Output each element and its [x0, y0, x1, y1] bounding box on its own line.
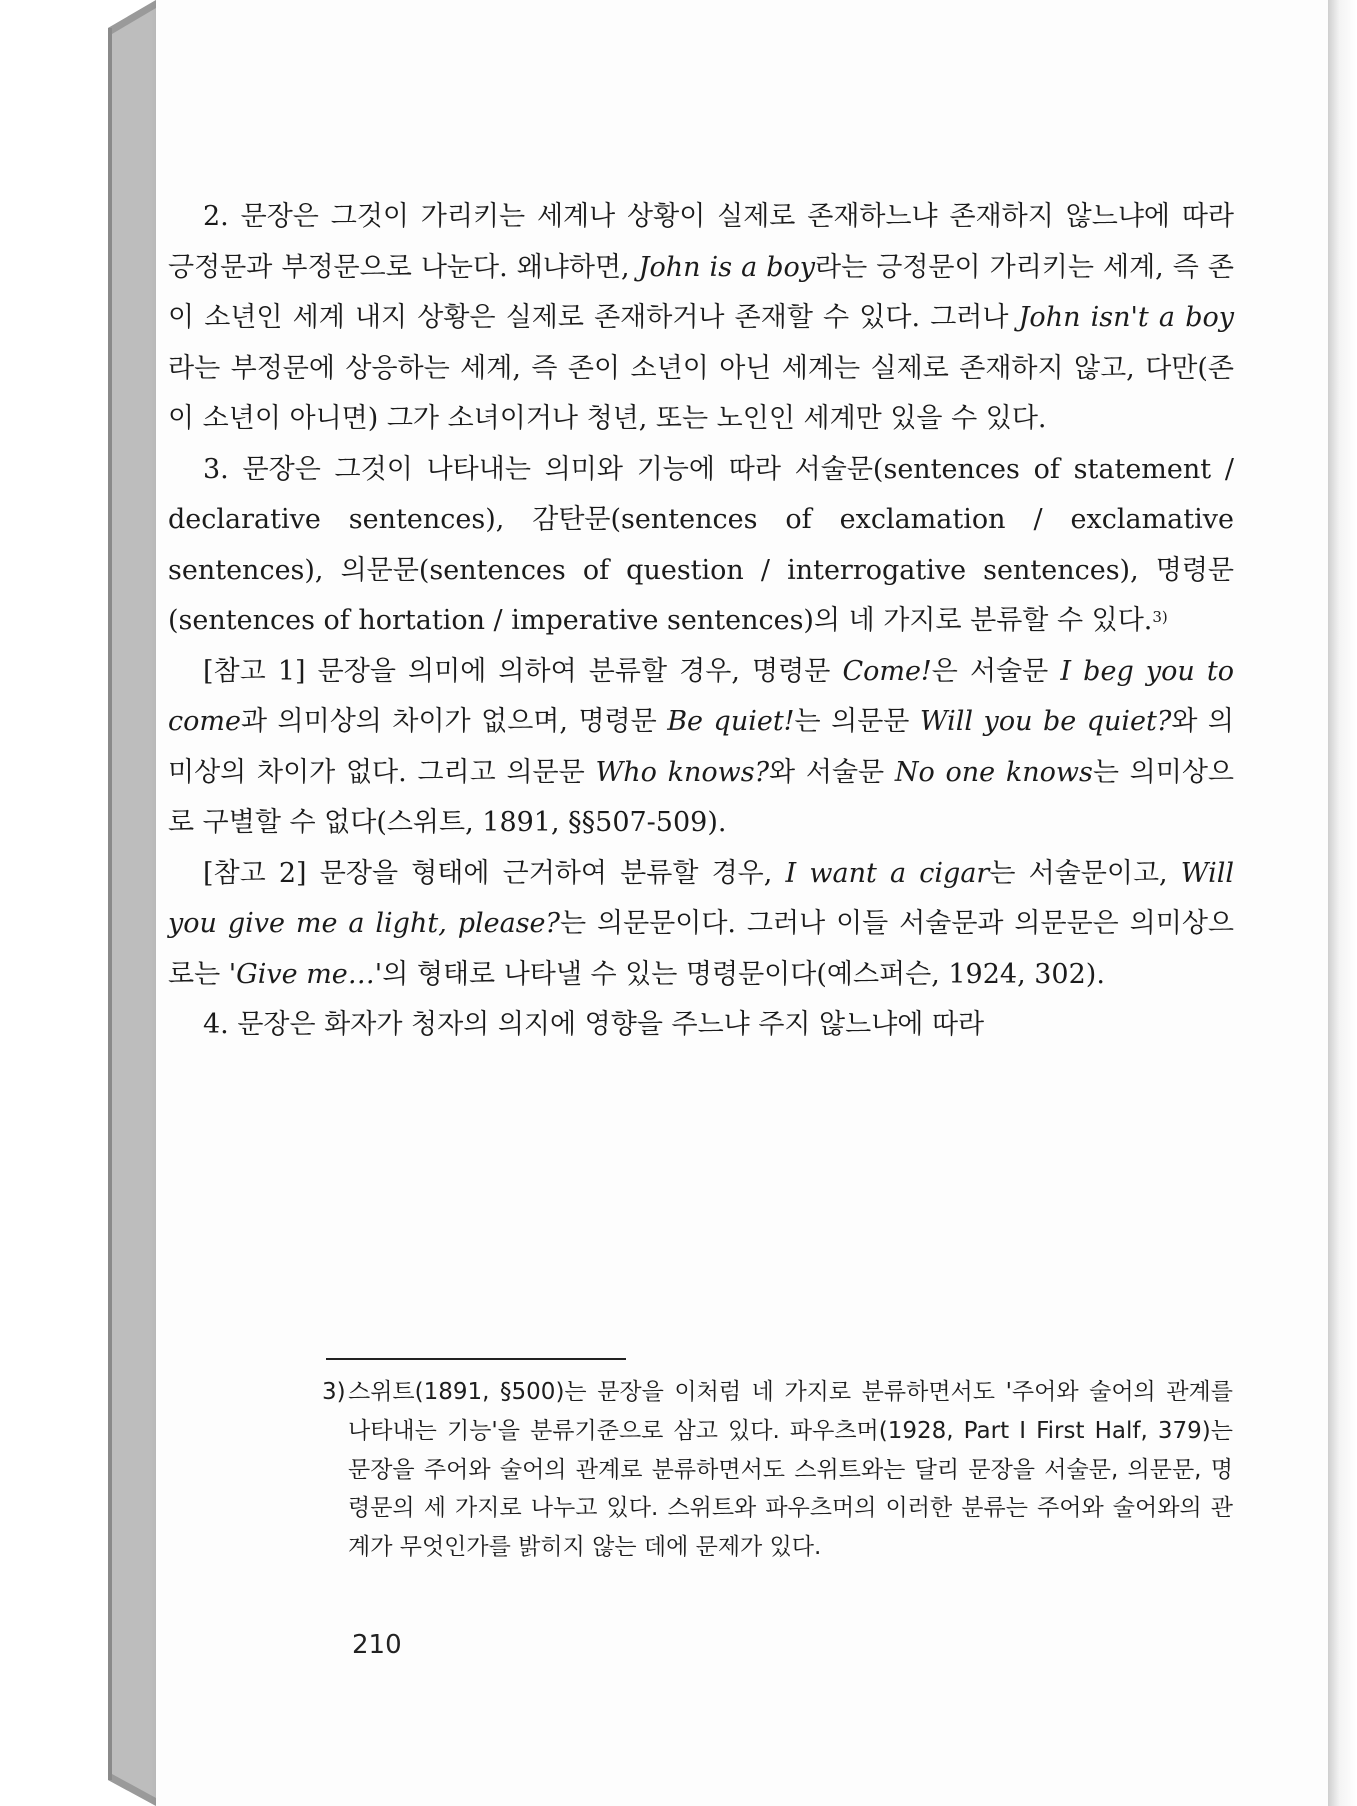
italic-example: Come! [842, 655, 932, 687]
italic-example: Will you give me a light, please? [168, 857, 1234, 939]
text-run: 는 의문문이다. 그러나 이들 서술문과 의문문은 의미상으로는 ' [168, 908, 1234, 990]
text-run: [참고 2] 문장을 형태에 근거하여 분류할 경우, [203, 857, 786, 889]
text-run: 2. 문장은 그것이 가리키는 세계나 상황이 실제로 존재하느냐 존재하지 않느냐에 따라 긍정문과 부정문으로 나눈다. 왜냐하면, [168, 201, 1234, 283]
italic-example: Will you be quiet? [919, 706, 1172, 737]
italic-example: I beg you to come [168, 655, 1234, 737]
footnote-reference: 3) [1152, 608, 1168, 626]
page-edge-shadow [1328, 0, 1357, 1806]
italic-example: John isn't a boy [1018, 302, 1234, 333]
text-run: 과 의미상의 차이가 없으며, 명령문 [240, 706, 668, 737]
text-run: 라는 부정문에 상응하는 세계, 즉 존이 소년이 아닌 세계는 실제로 존재하지 않고, 다만(존이 소년이 아니면) 그가 소녀이거나 청년, 또는 노인인 세계만 있을 수 있다. [168, 352, 1234, 434]
book-spine [0, 0, 160, 1806]
text-run: 는 의미상으로 구별할 수 없다(스위트, 1891, §§507-509). [168, 756, 1234, 838]
footnote-text: 스위트(1891, §500)는 문장을 이처럼 네 가지로 분류하면서도 '주어와 술어의 관계를 나타내는 기능'을 분류기준으로 삼고 있다. 파우츠머(1928, Part I First Half, 379)는 문장을 주어와 술어의 관계로 분류하면서도 스위트와는 달리 문장을 서술문, 의문문, 명령문의 세 가지로 나누고 있다. 스위트와 파우츠머의 이러한 분류는 주어와 술어와의 관계가 무엇인가를 밝히지 않는 데에 문제가 있다. [348, 1379, 1233, 1561]
italic-example: No one knows [894, 756, 1093, 788]
footnote-number: 3) [322, 1379, 346, 1405]
text-run: 라는 긍정문이 가리키는 세계, 즉 존이 소년인 세계 내지 상황은 실제로 존재하거나 존재할 수 있다. 그러나 [168, 251, 1234, 333]
text-run: 와 서술문 [769, 756, 895, 788]
footnote-divider [326, 1358, 626, 1360]
text-run: '의 형태로 나타낼 수 있는 명령문이다(예스퍼슨, 1924, 302). [374, 958, 1105, 990]
italic-example: Give me… [236, 958, 375, 990]
italic-example: Be quiet! [667, 706, 795, 737]
footnote [322, 1373, 1233, 1567]
page-number: 210 [352, 1630, 402, 1660]
text-run: [참고 1] 문장을 의미에 의하여 분류할 경우, 명령문 [203, 655, 843, 687]
body-text [168, 192, 1234, 1051]
paragraph [168, 1000, 1234, 1051]
text-run: 는 의문문 [794, 706, 920, 737]
paragraph [168, 192, 1234, 445]
italic-example: Who knows? [595, 756, 770, 788]
text-run: 3. 문장은 그것이 나타내는 의미와 기능에 따라 서술문(sentences of statement / declarative sentences), 감탄문(sentences of exclamation / exclamative sentences), 의문문(sentences of question / interrogative sentences), 명령문(sentences of hortation / imperative sentences)의 네 가지로 분류할 수 있다. [168, 453, 1234, 636]
text-run: 은 서술문 [931, 655, 1061, 687]
text-run: 4. 문장은 화자가 청자의 의지에 영향을 주느냐 주지 않느냐에 따라 [203, 1009, 985, 1040]
paragraph [168, 849, 1234, 1001]
text-run: 는 서술문이고, [989, 857, 1181, 889]
paragraph [168, 647, 1234, 849]
italic-example: John is a boy [638, 251, 816, 283]
italic-example: I want a cigar [785, 857, 990, 889]
paragraph [168, 445, 1234, 647]
text-run: 와 의미상의 차이가 없다. 그리고 의문문 [168, 706, 1235, 788]
